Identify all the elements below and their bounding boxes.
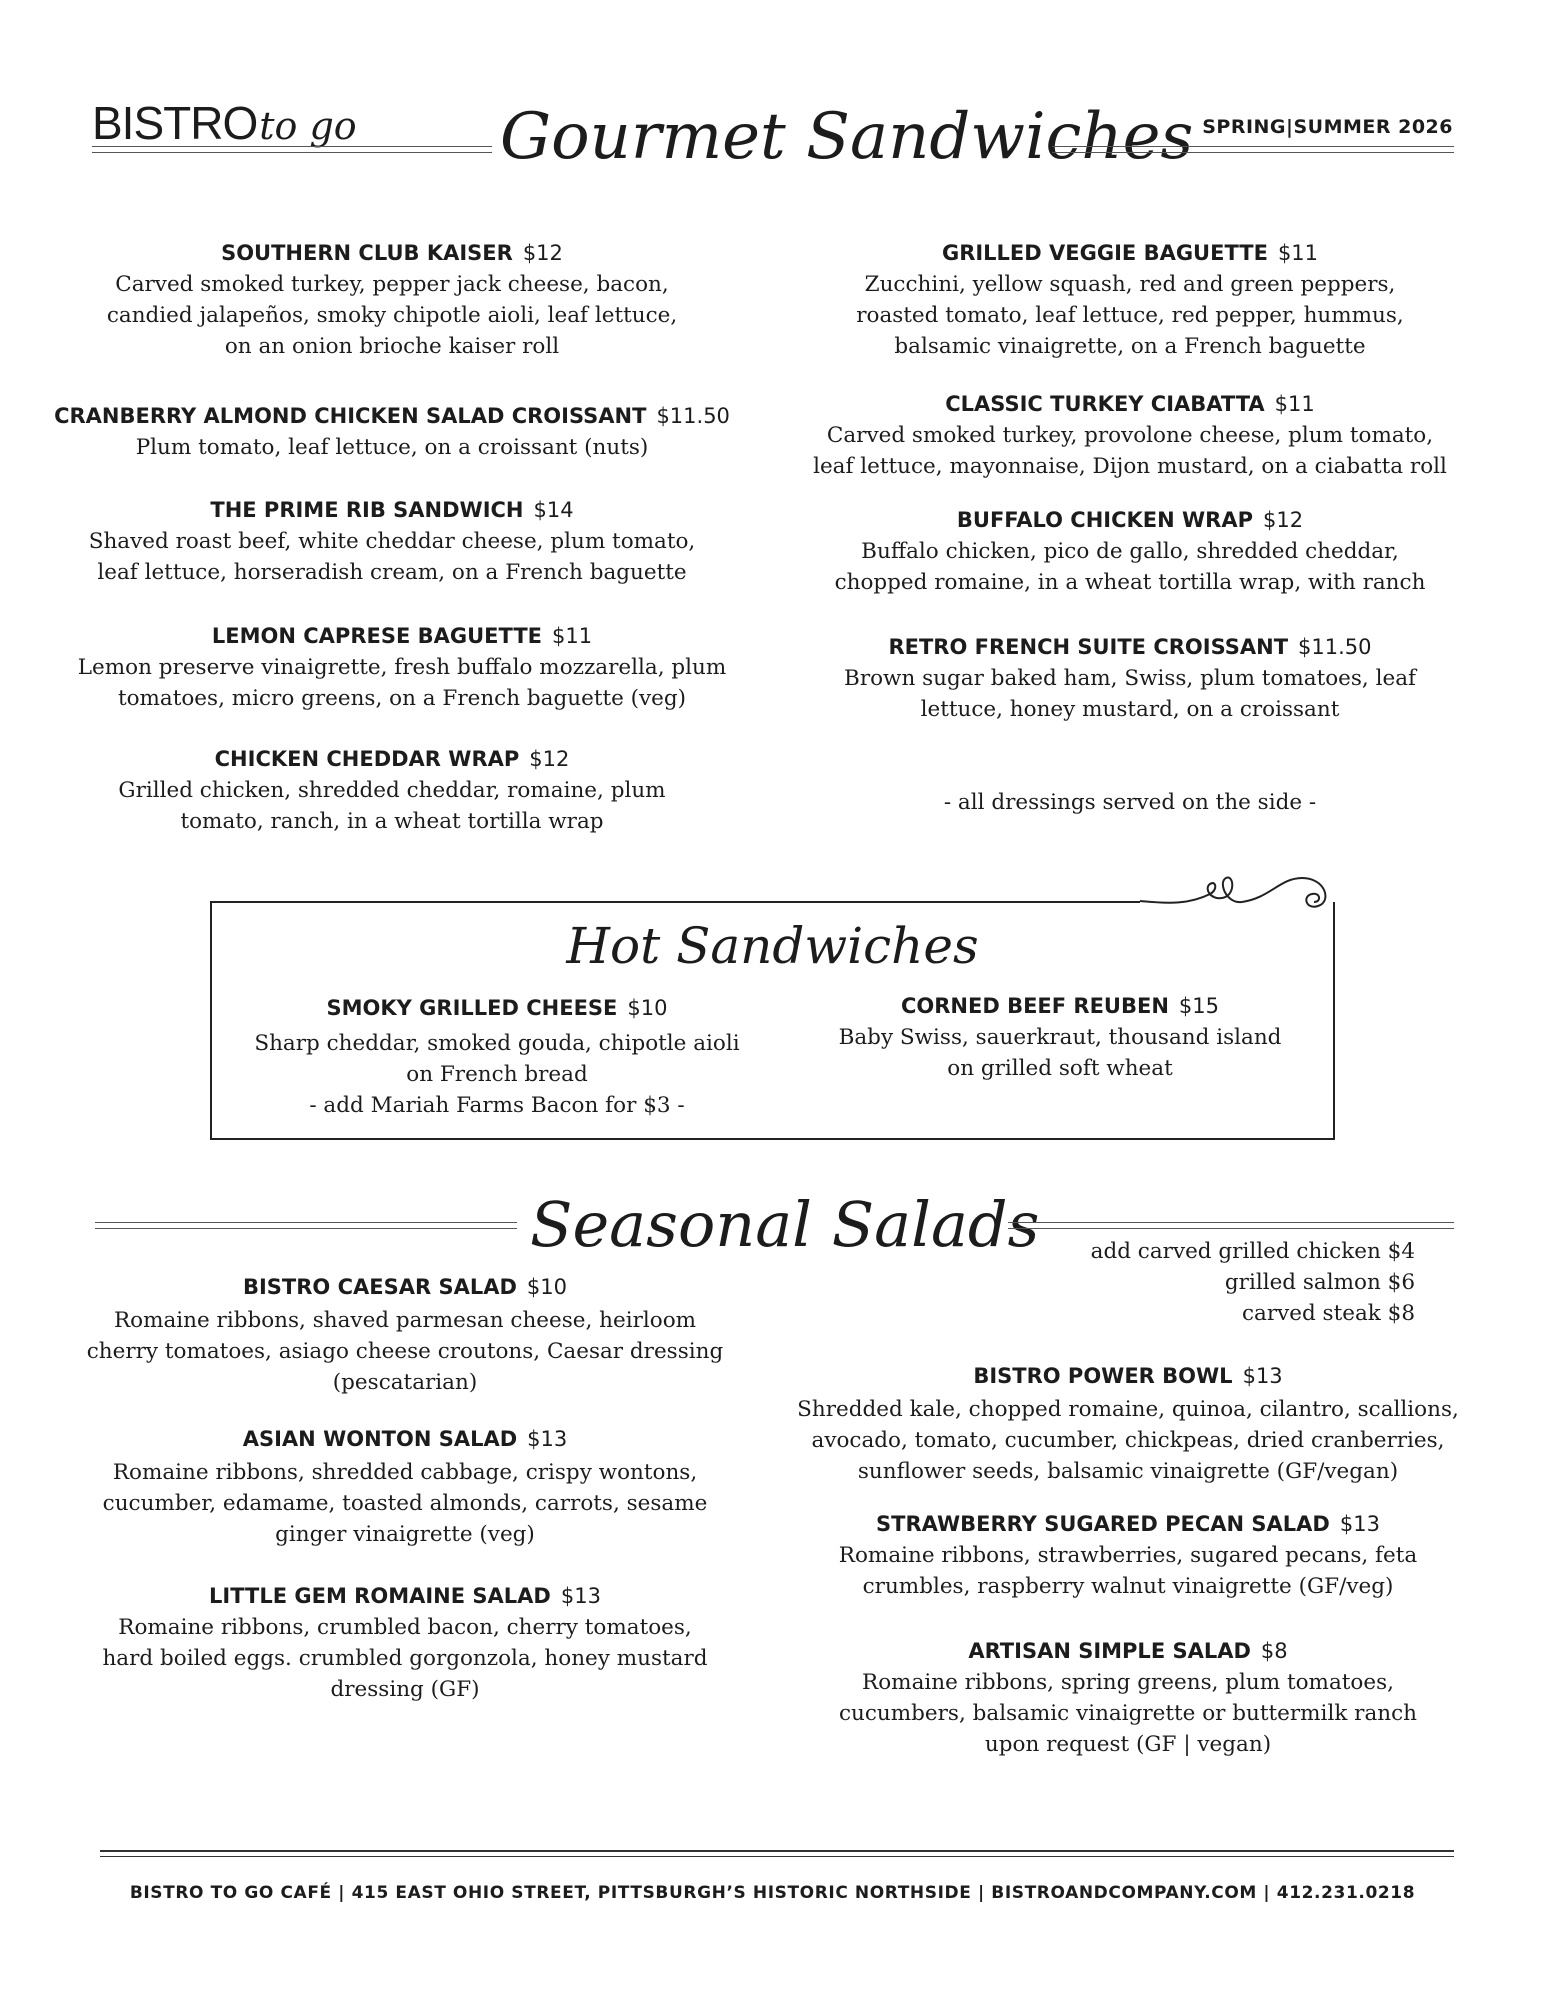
menu-item — [758, 1635, 1498, 1760]
item-price: $13 — [1339, 1512, 1380, 1536]
footer-rule — [100, 1850, 1454, 1857]
item-description-line: cherry tomatoes, asiago cheese croutons, Caesar dressing — [86, 1339, 724, 1364]
menu-item — [55, 1271, 755, 1398]
item-description-line: Brown sugar baked ham, Swiss, plum tomatoes, leaf — [844, 666, 1416, 691]
item-name: LEMON CAPRESE BAGUETTE — [211, 624, 542, 648]
salads-rule-left — [95, 1222, 517, 1229]
item-price: $13 — [527, 1427, 568, 1451]
menu-item — [800, 990, 1320, 1084]
menu-item — [55, 1580, 755, 1705]
hot-section-title: Hot Sandwiches — [566, 917, 979, 975]
menu-item — [52, 494, 732, 588]
item-description-line: Plum tomato, leaf lettuce, on a croissant (nuts) — [135, 435, 649, 460]
item-description-line: ginger vinaigrette (veg) — [275, 1522, 535, 1547]
item-price: $8 — [1260, 1639, 1288, 1663]
item-price: $11 — [552, 624, 593, 648]
menu-item — [758, 1360, 1498, 1487]
item-description-line: crumbles, raspberry walnut vinaigrette (GF/veg) — [862, 1574, 1394, 1599]
addon-line: add carved grilled chicken $4 — [1090, 1239, 1415, 1264]
item-name: CLASSIC TURKEY CIABATTA — [945, 392, 1265, 416]
item-price: $11.50 — [1298, 635, 1372, 659]
item-description-line: avocado, tomato, cucumber, chickpeas, dried cranberries, — [811, 1428, 1445, 1453]
item-name: BUFFALO CHICKEN WRAP — [956, 508, 1253, 532]
item-description-line: Buffalo chicken, pico de gallo, shredded cheddar, — [861, 539, 1399, 564]
item-price: $12 — [529, 747, 570, 771]
item-description-line: Romaine ribbons, shaved parmesan cheese, heirloom — [113, 1308, 697, 1333]
menu-item — [770, 388, 1490, 482]
item-description-line: leaf lettuce, mayonnaise, Dijon mustard, on a ciabatta roll — [813, 454, 1447, 479]
item-name: ASIAN WONTON SALAD — [242, 1427, 518, 1451]
item-name: THE PRIME RIB SANDWICH — [210, 498, 524, 522]
item-price: $14 — [533, 498, 574, 522]
header-rule-right — [1052, 146, 1454, 153]
addon-line: grilled salmon $6 — [1224, 1270, 1415, 1295]
item-price: $13 — [1242, 1364, 1283, 1388]
logo — [92, 96, 357, 150]
header-rule-left — [92, 146, 492, 153]
item-price: $12 — [1263, 508, 1304, 532]
menu-item — [52, 237, 732, 362]
item-description-line: leaf lettuce, horseradish cream, on a French baguette — [97, 560, 687, 585]
menu-item — [52, 743, 732, 837]
item-description-line: Romaine ribbons, strawberries, sugared pecans, feta — [838, 1543, 1418, 1568]
item-price: $10 — [627, 996, 668, 1020]
item-price: $11 — [1277, 241, 1319, 265]
menu-item — [770, 504, 1490, 598]
logo-main: BISTRO — [92, 97, 258, 149]
item-description-line: dressing (GF) — [330, 1677, 480, 1702]
item-price: $12 — [522, 241, 563, 265]
salads-section-title: Seasonal Salads — [530, 1188, 1040, 1261]
item-description-line: on French bread — [406, 1062, 588, 1087]
item-description-line: on grilled soft wheat — [947, 1056, 1173, 1081]
logo-script: to go — [259, 104, 357, 148]
item-description-line: Sharp cheddar, smoked gouda, chipotle aioli — [254, 1031, 740, 1056]
item-description-line: roasted tomato, leaf lettuce, red pepper, hummus, — [856, 303, 1404, 328]
item-description-line: cucumber, edamame, toasted almonds, carrots, sesame — [102, 1491, 708, 1516]
item-name: STRAWBERRY SUGARED PECAN SALAD — [876, 1512, 1330, 1536]
menu-item — [52, 400, 732, 463]
item-description-line: Lemon preserve vinaigrette, fresh buffalo mozzarella, plum — [77, 655, 727, 680]
item-price: $10 — [526, 1275, 567, 1299]
item-description-line: Romaine ribbons, spring greens, plum tomatoes, — [862, 1670, 1394, 1695]
item-price: $11 — [1274, 392, 1315, 416]
addon-line: carved steak $8 — [1241, 1301, 1415, 1326]
item-name: CHICKEN CHEDDAR WRAP — [214, 747, 520, 771]
item-description-line: cucumbers, balsamic vinaigrette or buttermilk ranch — [838, 1701, 1418, 1726]
item-name: GRILLED VEGGIE BAGUETTE — [941, 241, 1268, 265]
menu-item — [222, 992, 772, 1121]
item-description-line: candied jalapeños, smoky chipotle aioli, leaf lettuce, — [106, 303, 678, 328]
season-label: SPRING|SUMMER 2026 — [1202, 116, 1453, 138]
menu-item — [770, 631, 1490, 725]
item-description-line: tomato, ranch, in a wheat tortilla wrap — [180, 809, 604, 834]
item-name: CORNED BEEF REUBEN — [900, 994, 1169, 1018]
salad-addons — [1091, 1236, 1415, 1329]
menu-item — [758, 1508, 1498, 1602]
item-description-line: Shaved roast beef, white cheddar cheese, plum tomato, — [88, 529, 696, 554]
item-description-line: Carved smoked turkey, provolone cheese, plum tomato, — [826, 423, 1434, 448]
item-description-line: Shredded kale, chopped romaine, quinoa, cilantro, scallions, — [797, 1397, 1459, 1422]
item-name: ARTISAN SIMPLE SALAD — [968, 1639, 1251, 1663]
item-description-line: Romaine ribbons, shredded cabbage, crispy wontons, — [112, 1460, 698, 1485]
item-description-line: hard boiled eggs. crumbled gorgonzola, honey mustard — [102, 1646, 708, 1671]
item-description-line: chopped romaine, in a wheat tortilla wrap, with ranch — [834, 570, 1426, 595]
item-price: $11.50 — [656, 404, 730, 428]
item-price: $15 — [1178, 994, 1220, 1018]
item-description-line: Baby Swiss, sauerkraut, thousand island — [838, 1025, 1282, 1050]
item-name: SOUTHERN CLUB KAISER — [221, 241, 513, 265]
item-description-line: upon request (GF | vegan) — [984, 1732, 1272, 1757]
item-name: RETRO FRENCH SUITE CROISSANT — [888, 635, 1289, 659]
item-price: $13 — [560, 1584, 601, 1608]
salads-rule-right — [1008, 1222, 1454, 1229]
item-name: CRANBERRY ALMOND CHICKEN SALAD CROISSANT — [54, 404, 647, 428]
item-description-line: lettuce, honey mustard, on a croissant — [920, 697, 1340, 722]
item-description-line: Carved smoked turkey, pepper jack cheese, bacon, — [115, 272, 669, 297]
item-description-line: balsamic vinaigrette, on a French baguette — [894, 334, 1366, 359]
footer-contact: BISTRO TO GO CAFÉ | 415 EAST OHIO STREET, PITTSBURGH’S HISTORIC NORTHSIDE | BISTROANDCOMPANY.COM | 412.231.0218 — [129, 1883, 1416, 1903]
item-description-line: Grilled chicken, shredded cheddar, romaine, plum — [118, 778, 666, 803]
item-description-line: - add Mariah Farms Bacon for $3 - — [309, 1093, 685, 1118]
item-name: SMOKY GRILLED CHEESE — [326, 996, 618, 1020]
menu-item — [52, 620, 752, 714]
item-description-line: on an onion brioche kaiser roll — [224, 334, 560, 359]
item-name: LITTLE GEM ROMAINE SALAD — [209, 1584, 551, 1608]
item-description-line: Romaine ribbons, crumbled bacon, cherry tomatoes, — [118, 1615, 692, 1640]
item-name: BISTRO POWER BOWL — [973, 1364, 1233, 1388]
item-description-line: Zucchini, yellow squash, red and green peppers, — [864, 272, 1396, 297]
dressing-note: - all dressings served on the side - — [943, 790, 1317, 815]
item-description-line: tomatoes, micro greens, on a French baguette (veg) — [117, 686, 687, 711]
menu-item — [55, 1423, 755, 1550]
item-description-line: (pescatarian) — [332, 1370, 478, 1395]
item-name: BISTRO CAESAR SALAD — [242, 1275, 517, 1299]
item-description-line: sunflower seeds, balsamic vinaigrette (GF/vegan) — [857, 1459, 1399, 1484]
page-title: Gourmet Sandwiches — [500, 100, 1194, 174]
menu-item — [770, 237, 1490, 362]
